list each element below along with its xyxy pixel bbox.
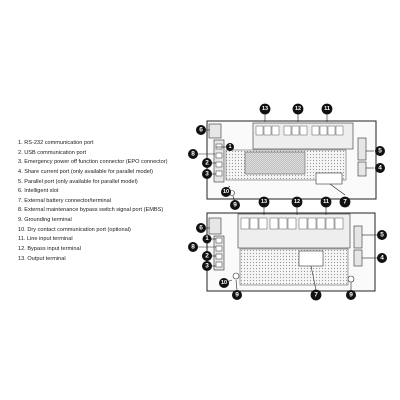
svg-text:12: 12 [293, 199, 301, 205]
top-badge-7 [340, 197, 351, 208]
svg-text:6: 6 [199, 224, 203, 232]
svg-text:9: 9 [349, 291, 353, 299]
bottom-badge-6 [196, 223, 206, 233]
legend-item: 1. RS-232 communication port [18, 140, 94, 146]
bottom-badge-2 [202, 251, 212, 261]
svg-text:6: 6 [199, 126, 203, 134]
top-share-port [358, 162, 366, 176]
top-badge-11 [322, 104, 333, 115]
top-badge-13 [260, 104, 271, 115]
svg-text:2: 2 [205, 159, 209, 167]
bottom-grounding-stud-left [233, 273, 239, 279]
bottom-badge-11 [321, 197, 332, 208]
legend-item: 2. USB communication port [18, 149, 87, 156]
bottom-share-port [354, 250, 362, 266]
top-badge-9 [230, 200, 240, 210]
top-badge-1 [226, 143, 234, 151]
svg-text:13: 13 [261, 106, 269, 112]
top-badge-10 [221, 187, 231, 197]
svg-text:5: 5 [378, 147, 382, 155]
legend-item: 6. Intelligent slot [18, 188, 59, 195]
legend-item: 13. Output terminal [18, 255, 66, 262]
svg-text:8: 8 [191, 150, 195, 158]
svg-text:9: 9 [235, 291, 239, 299]
bottom-badge-3 [202, 261, 212, 271]
svg-text:4: 4 [380, 254, 384, 262]
top-rear-panel [207, 121, 376, 199]
svg-text:4: 4 [378, 164, 382, 172]
svg-text:11: 11 [323, 199, 329, 205]
bottom-badge-13 [259, 197, 270, 208]
top-intelligent-slot [209, 124, 221, 138]
legend-item: 10. Dry contact communication port (optional) [18, 226, 131, 233]
legend-item: 7. External battery connector/terminal [18, 197, 111, 204]
legend-item: 4. Share current port (only available for parallel model) [18, 168, 153, 175]
bottom-badge-10 [219, 278, 229, 288]
bottom-badge-7 [311, 290, 322, 301]
top-breaker-block [245, 152, 305, 174]
bottom-terminal-blocks [241, 218, 343, 229]
legend-item: 11. Line input terminal [18, 236, 73, 243]
top-badge-12 [293, 104, 304, 115]
svg-text:2: 2 [205, 252, 209, 260]
svg-text:10: 10 [222, 189, 230, 195]
bottom-badge-8 [188, 242, 198, 252]
bottom-badge-5 [377, 230, 387, 240]
svg-text:5: 5 [380, 231, 384, 239]
bottom-badge-12 [292, 197, 303, 208]
bottom-badge-9-left [232, 290, 242, 300]
top-badge-3 [202, 169, 212, 179]
bottom-badge-4 [377, 253, 387, 263]
top-badge-4 [375, 163, 385, 173]
top-battery-connector [316, 173, 342, 184]
svg-text:7: 7 [314, 291, 318, 299]
bottom-parallel-port [354, 226, 362, 248]
svg-text:3: 3 [205, 262, 209, 270]
svg-text:3: 3 [205, 170, 209, 178]
top-badge-2 [202, 158, 212, 168]
bottom-battery-connector [299, 251, 323, 266]
top-badge-6 [196, 125, 206, 135]
legend-item: 12. Bypass input terminal [18, 245, 81, 252]
bottom-grounding-stud-right [348, 276, 354, 282]
svg-text:1: 1 [205, 236, 209, 242]
svg-text:9: 9 [233, 201, 237, 209]
svg-text:11: 11 [324, 106, 330, 112]
top-parallel-port [358, 138, 366, 160]
top-badge-5 [375, 146, 385, 156]
svg-text:13: 13 [260, 199, 268, 205]
legend-item: 3. Emergency power off function connector (EPO connector) [18, 159, 168, 166]
bottom-badge-9-right [346, 290, 356, 300]
legend-item: 5. Parallel port (only available for parallel model) [18, 178, 138, 185]
legend-item: 9. Grounding terminal [18, 217, 72, 223]
svg-text:7: 7 [343, 198, 347, 206]
bottom-intelligent-slot [209, 218, 221, 234]
top-badge-8 [188, 149, 198, 159]
svg-text:12: 12 [294, 106, 302, 112]
legend-item: 8. External maintenance bypass switch signal port (EMBS) [18, 207, 164, 214]
bottom-badge-1 [203, 235, 212, 244]
bottom-vent-grille [240, 249, 348, 285]
bottom-rear-panel [207, 213, 375, 291]
svg-text:10: 10 [220, 280, 228, 286]
svg-text:1: 1 [228, 144, 232, 150]
svg-text:8: 8 [191, 243, 195, 251]
